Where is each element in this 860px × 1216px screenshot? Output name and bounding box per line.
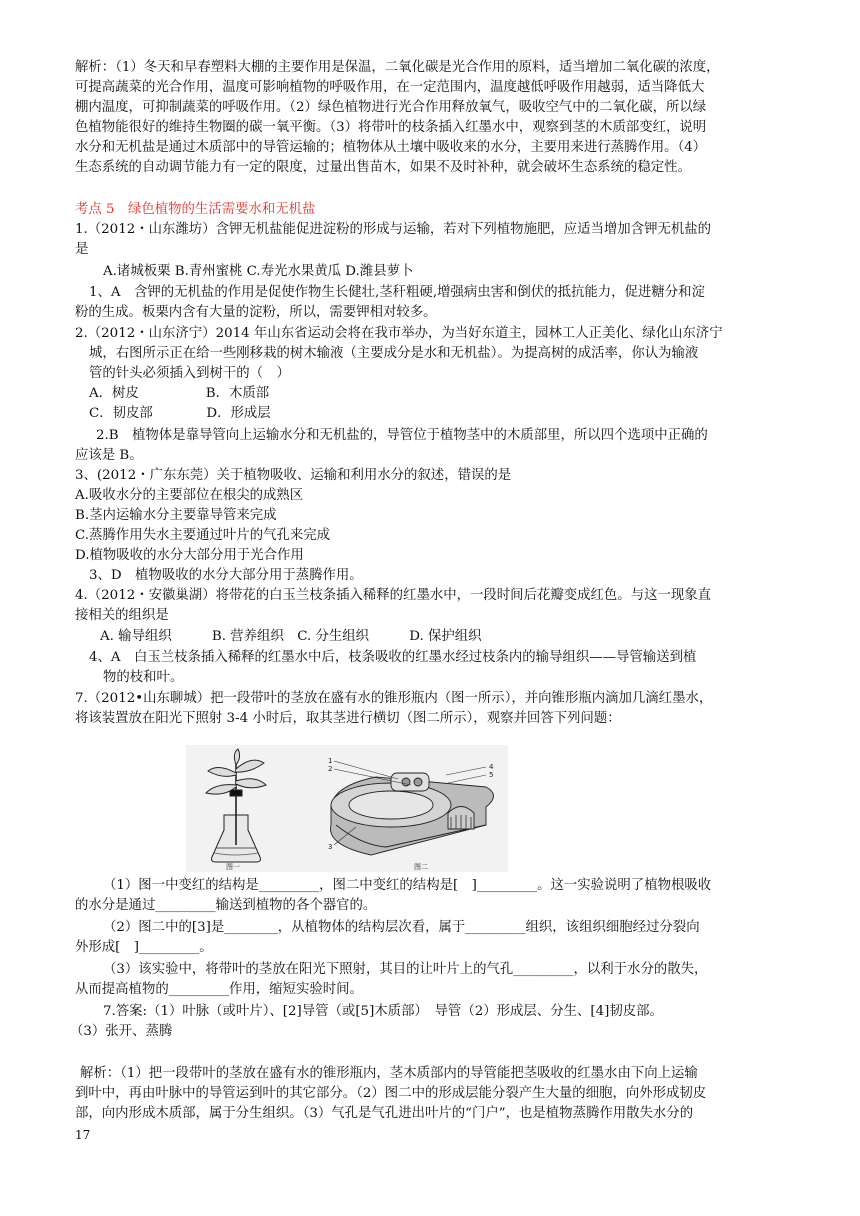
question-3-option: B.茎内运输水分主要靠导管来完成 [75, 508, 277, 523]
question-7-line: 7.（2012•山东聊城）把一段带叶的茎放在盛有水的锥形瓶内（图一所示），并向锥形瓶内滴加几滴红墨水， [75, 691, 713, 706]
question-2-answer: 应该是 B。 [75, 448, 143, 463]
question-1-options: A.诸城板栗 B.青州蜜桃 C.寿光水果黄瓜 D.潍县萝卜 [103, 264, 414, 279]
question-7-sub: （2）图二中的[3]是________，从植物体的结构层次看，属于_________组织，该组织细胞经过分裂向 [103, 920, 700, 935]
figure-2-label: 图二 [414, 863, 428, 871]
question-2-options: C．韧皮部 D．形成层 [89, 406, 271, 421]
figure-number: 3 [328, 843, 333, 851]
question-7-answer: （3）张开、蒸腾 [70, 1024, 173, 1039]
question-3-option: C.蒸腾作用失水主要通过叶片的气孔来完成 [75, 528, 331, 543]
question-4-line: 接相关的组织是 [75, 608, 169, 623]
figure-number: 5 [489, 771, 494, 779]
question-2-line: 管的针头必须插入到树干的（ ） [89, 366, 290, 381]
analysis-line: 水分和无机盐是通过木质部中的导管运输的；植物体从土壤中吸收来的水分，主要用来进行蒸腾作用。（4） [75, 140, 707, 155]
question-1-answer: 粉的生成。板栗内含有大量的淀粉，所以，需要钾相对较多。 [75, 305, 437, 320]
question-4-line: 4.（2012・安徽巢湖）将带花的白玉兰枝条插入稀释的红墨水中，一段时间后花瓣变成红色。与这一现象直 [75, 588, 712, 603]
question-2-answer: 2.B 植物体是靠导管向上运输水分和无机盐的，导管位于植物茎中的木质部里，所以四个选项中正确的 [96, 428, 708, 443]
question-2-line: 城，右图所示正在给一些刚移栽的树木输液（主要成分是水和无机盐）。为提高树的成活率，你认为输液 [89, 346, 699, 361]
question-4-answer: 4、A 白玉兰枝条插入稀释的红墨水中后，枝条吸收的红墨水经过枝条内的输导组织——导管输送到植 [89, 650, 697, 665]
experiment-figure [186, 745, 508, 872]
analysis-line: 色植物能很好的维持生物圈的碳一氧平衡。（3）将带叶的枝条插入红墨水中，观察到茎的木质部变红，说明 [75, 120, 707, 135]
section-title: 考点 5 绿色植物的生活需要水和无机盐 [75, 202, 316, 217]
figure-number: 1 [328, 757, 333, 765]
question-7-answer: 7.答案:（1）叶脉（或叶片）、[2]导管（或[5]木质部） 导管（2）形成层、分生、[4]韧皮部。 [103, 1004, 663, 1019]
question-1-line: 是 [75, 242, 89, 257]
analysis-line: 棚内温度，可抑制蔬菜的呼吸作用。（2）绿色植物进行光合作用释放氧气，吸收空气中的二氧化碳，所以绿 [75, 100, 707, 115]
page-number: 17 [75, 1128, 91, 1142]
figure-1-label: 图一 [226, 863, 240, 871]
analysis-line: 解析：（1）冬天和早春塑料大棚的主要作用是保温，二氧化碳是光合作用的原料，适当增加二氧化碳的浓度， [75, 60, 720, 75]
question-7-line: 将该装置放在阳光下照射 3-4 小时后，取其茎进行横切（图二所示），观察并回答下列问题： [75, 711, 621, 726]
question-3-line: 3、(2012・广东东莞）关于植物吸收、运输和利用水分的叙述，错误的是 [75, 468, 512, 483]
question-3-option: A.吸收水分的主要部位在根尖的成熟区 [75, 488, 304, 503]
analysis-line: 解析：（1）把一段带叶的茎放在盛有水的锥形瓶内，茎木质部内的导管能把茎吸收的红墨水由下向上运输 [80, 1066, 698, 1081]
figure-number: 2 [328, 765, 333, 773]
question-1-line: 1.（2012・山东潍坊）含钾无机盐能促进淀粉的形成与运输，若对下列植物施肥，应适当增加含钾无机盐的 [75, 222, 712, 237]
question-1-answer: 1、A 含钾的无机盐的作用是促使作物生长健壮,茎秆粗硬,增强病虫害和倒伏的抵抗能力，促进糖分和淀 [89, 285, 705, 300]
question-4-answer: 物的枝和叶。 [103, 670, 184, 685]
question-2-options: A．树皮 B．木质部 [89, 386, 270, 401]
question-4-options: A. 输导组织 B. 营养组织 C. 分生组织 D. 保护组织 [100, 629, 482, 644]
question-3-option: D.植物吸收的水分大部分用于光合作用 [75, 548, 304, 563]
figure-number: 4 [489, 763, 494, 771]
question-7-sub: 外形成[ ]_________。 [75, 940, 213, 955]
question-7-sub: （1）图一中变红的结构是_________，图二中变红的结构是[ ]_________。这一实验说明了植物根吸收 [103, 878, 712, 893]
question-7-sub: 从而提高植物的_________作用，缩短实验时间。 [75, 982, 363, 997]
question-7-sub: （3）该实验中，将带叶的茎放在阳光下照射，其目的让叶片上的气孔_________，以利于水分的散失， [103, 962, 708, 977]
analysis-line: 可提高蔬菜的光合作用，温度可影响植物的呼吸作用，在一定范围内，温度越低呼吸作用越弱，适当降低大 [75, 80, 705, 95]
question-2-line: 2.（2012・山东济宁）2014 年山东省运动会将在我市举办，为当好东道主，园林工人正美化、绿化山东济宁 [75, 326, 723, 341]
analysis-line: 部，向内形成木质部，属于分生组织。（3）气孔是气孔进出叶片的“门户”，也是植物蒸腾作用散失水分的 [75, 1106, 694, 1121]
analysis-line: 到叶中，再由叶脉中的导管运到叶的其它部分。（2）图二中的形成层能分裂产生大量的细胞，向外形成韧皮 [75, 1086, 707, 1101]
analysis-line: 生态系统的自动调节能力有一定的限度，过量出售苗木，如果不及时补种，就会破坏生态系统的稳定性。 [75, 160, 691, 175]
question-3-answer: 3、D 植物吸收的水分大部分用于蒸腾作用。 [89, 568, 363, 583]
question-7-sub: 的水分是通过_________输送到植物的各个器官的。 [75, 898, 377, 913]
